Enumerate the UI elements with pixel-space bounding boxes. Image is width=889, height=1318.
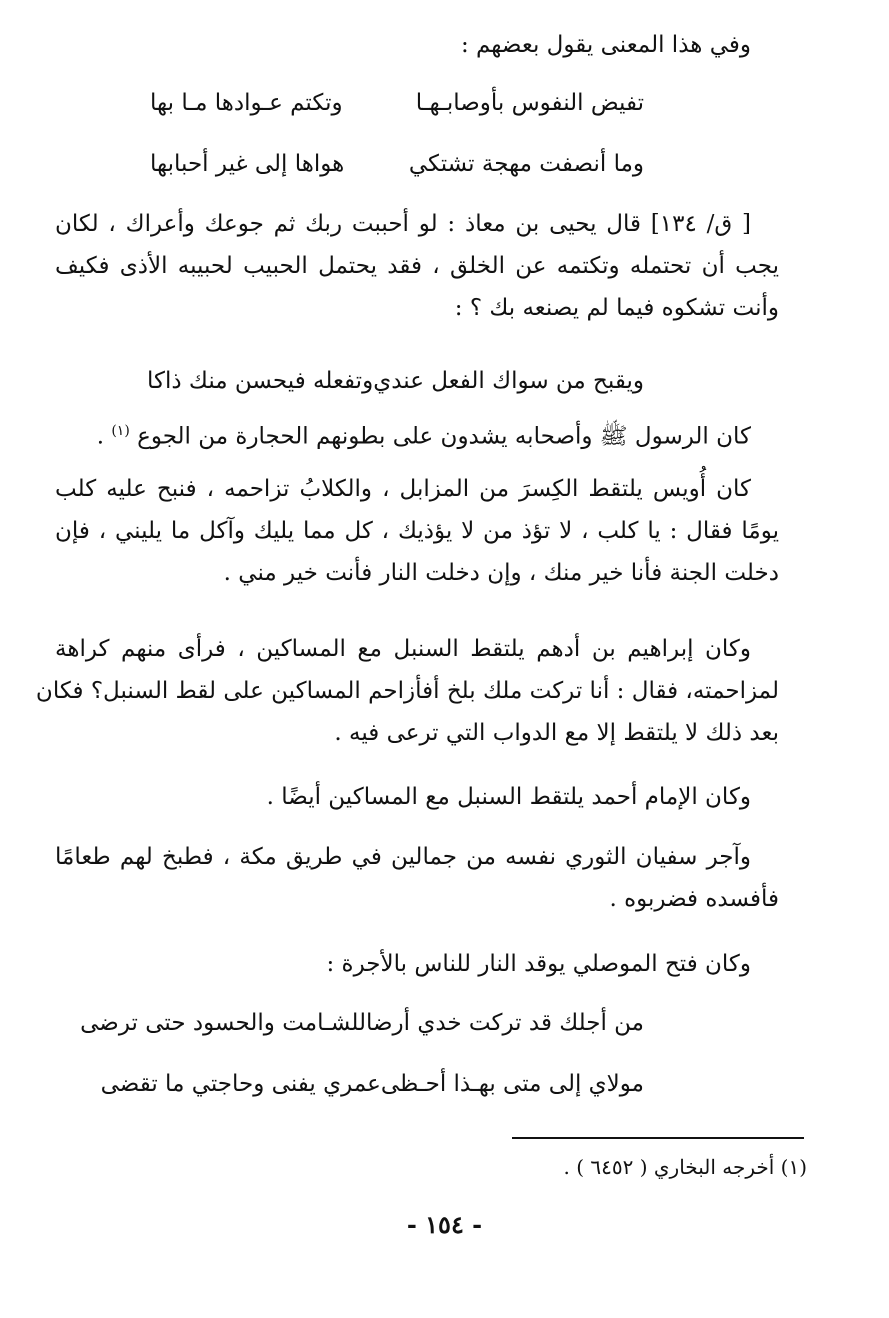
text-line: بعد ذلك لا يلتقط إلا مع الدواب التي ترعى فيه . xyxy=(334,720,779,746)
text-line: [ ق/ ١٣٤] قال يحيى بن معاذ : لو أحببت ربك ثم جوعك وأعراك ، لكان xyxy=(55,211,751,237)
page-number: - ١٥٤ - xyxy=(406,1210,483,1239)
verse-first-hemistich: ويقبح من سواك الفعل عندي xyxy=(373,368,644,394)
verse-second-hemistich: وتفعله فيحسن منك ذاكا xyxy=(147,368,374,394)
text-line: يومًا فقال : يا كلب ، لا تؤذ من لا يؤذيك ، كل مما يليك وآكل ما يليني ، فإن xyxy=(55,518,779,544)
verse-line-5 xyxy=(100,1063,644,1105)
verse-line-4 xyxy=(80,1002,644,1044)
paragraph-prophet xyxy=(55,410,779,458)
text-line: وكان إبراهيم بن أدهم يلتقط السنبل مع المساكين ، فرأى منهم كراهة xyxy=(55,636,751,662)
text-line xyxy=(55,410,779,458)
text-end: . xyxy=(96,423,112,450)
text-body: كان الرسول ﷺ وأصحابه يشدون على بطونهم الحجارة من الجوع xyxy=(137,423,751,450)
footnote-reference: (١) xyxy=(111,423,130,439)
verse-first-hemistich: وما أنصفت مهجة تشتكي xyxy=(408,151,644,177)
text-line: دخلت الجنة فأنا خير منك ، وإن دخلت النار فأنت خير مني . xyxy=(223,560,779,586)
footnote-divider xyxy=(512,1137,804,1139)
text-line: كان أُويس يلتقط الكِسرَ من المزابل ، والكلابُ تزاحمه ، فنبح عليه كلب xyxy=(55,476,751,502)
verse-first-hemistich: تفيض النفوس بأوصابـهـا xyxy=(415,90,644,116)
paragraph-ibrahim xyxy=(35,628,779,754)
paragraph-intro xyxy=(55,24,779,66)
text-line: يجب أن تحتمله وتكتمه عن الخلق ، فقد يحتمل الحبيب لحبيبه الأذى فكيف xyxy=(55,253,779,279)
verse-line-3 xyxy=(147,360,644,402)
text-line: وفي هذا المعنى يقول بعضهم : xyxy=(460,32,751,58)
paragraph-yahya xyxy=(55,203,779,329)
verse-second-hemistich: هواها إلى غير أحبابها xyxy=(150,151,345,177)
verse-line-2 xyxy=(150,143,644,185)
text-line: وكان فتح الموصلي يوقد النار للناس بالأجرة : xyxy=(326,951,751,977)
verse-line-1 xyxy=(150,82,644,124)
paragraph-sufyan xyxy=(55,836,779,920)
verse-first-hemistich: من أجلك قد تركت خدي أرضا xyxy=(365,1010,644,1036)
verse-second-hemistich: عمري يفنى وحاجتي ما تقضى xyxy=(100,1071,381,1097)
text-line: فأفسده فضربوه . xyxy=(609,886,779,912)
text-line: وكان الإمام أحمد يلتقط السنبل مع المساكين أيضًا . xyxy=(266,784,751,810)
verse-first-hemistich: مولاي إلى متى بهـذا أحـظى xyxy=(380,1071,644,1097)
verse-second-hemistich: وتكتم عـوادها مـا بها xyxy=(150,90,343,116)
text-line: وآجر سفيان الثوري نفسه من جمالين في طريق مكة ، فطبخ لهم طعامًا xyxy=(55,844,751,870)
paragraph-ahmad xyxy=(55,776,779,818)
text-line: وأنت تشكوه فيما لم يصنعه بك ؟ : xyxy=(454,295,779,321)
text-line: لمزاحمته، فقال : أنا تركت ملك بلخ أفأزاحم المساكين على لقط السنبل؟ فكان xyxy=(35,678,779,704)
verse-second-hemistich: للشـامت والحسود حتى ترضى xyxy=(80,1010,366,1036)
paragraph-fath xyxy=(55,943,779,985)
paragraph-uways xyxy=(55,468,779,594)
footnote: (١) أخرجه البخاري ( ٦٤٥٢ ) . xyxy=(563,1155,807,1179)
